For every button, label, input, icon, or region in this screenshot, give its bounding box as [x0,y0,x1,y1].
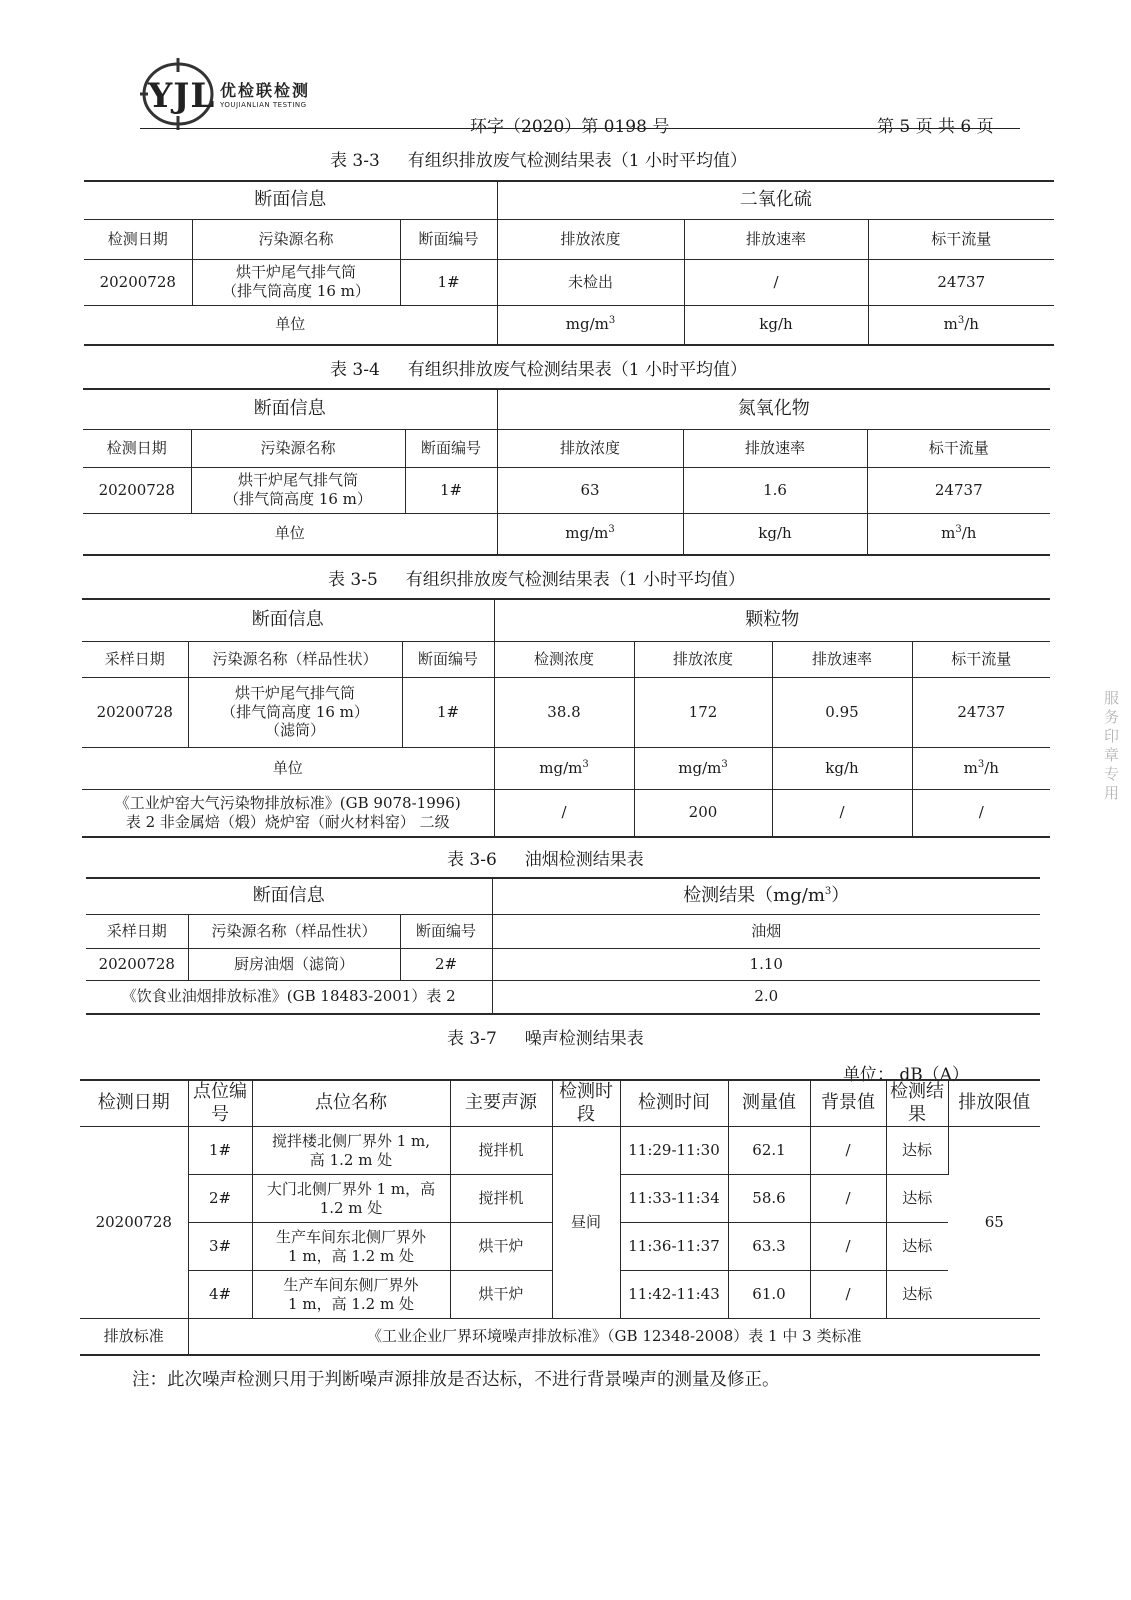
time-cell: 11:42-11:43 [620,1271,728,1319]
table-3-5 [82,598,1050,838]
period-cell: 昼间 [552,1127,620,1319]
point-name-cell: 大门北侧厂界外 1 m，高 1.2 m 处 [252,1175,450,1223]
rate-header: 排放速率 [772,641,912,677]
point-name-cell: 搅拌楼北侧厂界外 1 m, 高 1.2 m 处 [252,1127,450,1175]
source-cell: 烘干炉 [450,1271,552,1319]
point-name-header: 点位名称 [252,1080,450,1127]
result-cell: 达标 [886,1127,948,1175]
rate-cell: 0.95 [772,677,912,747]
footnote: 注：此次噪声检测只用于判断噪声源排放是否达标，不进行背景噪声的测量及修正。 [132,1370,780,1390]
concentration-cell: 未检出 [497,259,684,305]
result-cell: 达标 [886,1223,948,1271]
result-header: 检测结果$(mg/m^3)$ [492,878,1040,914]
seal-stamp: 服务印章专用 [1102,690,1120,804]
source-cell: 烘干炉尾气排气筒 （排气筒高度 16 m） [192,259,400,305]
measured-cell: 61.0 [728,1271,810,1319]
rate-header: 排放速率 [684,219,868,259]
section-no-header: 断面编号 [405,429,497,467]
concentration-header: 排放浓度 [497,219,684,259]
table-3-4-caption: 表 3-4 有组织排放废气检测结果表（1 小时平均值） [330,360,748,380]
date-cell: 20200728 [84,259,192,305]
concentration-header: 排放浓度 [497,429,683,467]
source-header: 污染源名称（样品性状） [188,641,402,677]
date-header: 采样日期 [86,914,188,948]
unit-label: 单位 [83,513,497,555]
standard-text: 《工业企业厂界环境噪声排放标准》（GB 12348-2008）表 1 中 3 类标准 [188,1319,1040,1355]
time-header: 检测时间 [620,1080,728,1127]
section-no-header: 断面编号 [400,219,497,259]
rate-header: 排放速率 [683,429,867,467]
unit-flow: $m^3/h$ [867,513,1050,555]
source-cell: 厨房油烟（滤筒） [188,948,400,980]
point-no-cell: 3# [188,1223,252,1271]
date-cell: 20200728 [80,1127,188,1319]
limit-cell: 65 [948,1127,1040,1319]
source-header: 主要声源 [450,1080,552,1127]
source-header: 污染源名称 [191,429,405,467]
source-cell: 烘干炉 [450,1223,552,1271]
pollutant-header: 二氧化硫 [497,181,1054,219]
logo-mark: YJL [148,76,216,116]
header-divider [140,128,1020,129]
background-cell: / [810,1271,886,1319]
flow-cell: 24737 [868,259,1054,305]
table-3-7-caption: 表 3-7 噪声检测结果表 [447,1029,644,1049]
date-header: 采样日期 [82,641,188,677]
source-header: 污染源名称（样品性状） [188,914,400,948]
table-3-6 [86,877,1040,1015]
logo-english-name: YOUJIANLIAN TESTING [220,101,307,109]
unit-flow: $m^3/h$ [868,305,1054,345]
detected-concentration-header: 检测浓度 [494,641,634,677]
unit-concentration: $mg/m^3$ [497,305,684,345]
section-no-cell: 2# [400,948,492,980]
section-info-header: 断面信息 [84,181,497,219]
concentration-header: 排放浓度 [634,641,772,677]
date-cell: 20200728 [83,467,191,513]
flow-cell: 24737 [867,467,1050,513]
concentration-cell: 63 [497,467,683,513]
pollutant-header: 氮氧化物 [497,389,1050,429]
rate-cell: / [684,259,868,305]
standard-cell: 《饮食业油烟排放标准》(GB 18483-2001）表 2 [86,980,492,1014]
table-3-3 [84,180,1054,346]
unit-rate: kg/h [683,513,867,555]
section-no-header: 断面编号 [400,914,492,948]
table-row [80,1127,1040,1175]
background-header: 背景值 [810,1080,886,1127]
point-name-cell: 生产车间东侧厂界外 1 m，高 1.2 m 处 [252,1271,450,1319]
unit-rate: kg/h [772,747,912,789]
background-cell: / [810,1175,886,1223]
pollutant-header: 颗粒物 [494,599,1050,641]
result-cell: 达标 [886,1175,948,1223]
limit-concentration: 200 [634,789,772,837]
point-no-cell: 1# [188,1127,252,1175]
date-cell: 20200728 [86,948,188,980]
unit-rate: kg/h [684,305,868,345]
value-cell: 1.10 [492,948,1040,980]
logo-chinese-name: 优检联检测 [220,81,311,100]
source-cell: 烘干炉尾气排气筒 （排气筒高度 16 m） （滤筒） [188,677,402,747]
measured-header: 测量值 [728,1080,810,1127]
date-header: 检测日期 [84,219,192,259]
point-no-header: 点位编号 [188,1080,252,1127]
flow-header: 标干流量 [912,641,1050,677]
item-header: 油烟 [492,914,1040,948]
point-name-cell: 生产车间东北侧厂界外 1 m，高 1.2 m 处 [252,1223,450,1271]
section-no-header: 断面编号 [402,641,494,677]
flow-cell: 24737 [912,677,1050,747]
noise-unit: 单位： dB（A） [843,1065,970,1085]
flow-header: 标干流量 [867,429,1050,467]
unit-concentration: $mg/m^3$ [497,513,683,555]
limit-detected: / [494,789,634,837]
time-cell: 11:29-11:30 [620,1127,728,1175]
section-info-header: 断面信息 [82,599,494,641]
time-cell: 11:33-11:34 [620,1175,728,1223]
source-header: 污染源名称 [192,219,400,259]
limit-rate: / [772,789,912,837]
limit-header: 排放限值 [948,1080,1040,1127]
standard-label: 排放标准 [80,1319,188,1355]
result-header: 检测结果 [886,1080,948,1127]
document-number: 环字（2020）第 0198 号 [470,117,670,137]
unit-label: 单位 [82,747,494,789]
standard-cell: 《工业炉窑大气污染物排放标准》(GB 9078-1996) 表 2 非金属焙（煅）烧炉窑（耐火材料窑） 二级 [82,789,494,837]
flow-header: 标干流量 [868,219,1054,259]
section-info-header: 断面信息 [86,878,492,914]
table-3-7 [80,1079,1040,1356]
source-cell: 搅拌机 [450,1175,552,1223]
limit-cell: 2.0 [492,980,1040,1014]
table-3-3-caption: 表 3-3 有组织排放废气检测结果表（1 小时平均值） [330,151,748,171]
unit-label: 单位 [84,305,497,345]
section-info-header: 断面信息 [83,389,497,429]
rate-cell: 1.6 [683,467,867,513]
source-cell: 烘干炉尾气排气筒 （排气筒高度 16 m） [191,467,405,513]
date-header: 检测日期 [80,1080,188,1127]
section-no-cell: 1# [402,677,494,747]
result-cell: 达标 [886,1271,948,1319]
point-no-cell: 2# [188,1175,252,1223]
measured-cell: 63.3 [728,1223,810,1271]
table-3-5-caption: 表 3-5 有组织排放废气检测结果表（1 小时平均值） [328,570,746,590]
page-info: 第 5 页 共 6 页 [877,117,994,137]
period-header: 检测时段 [552,1080,620,1127]
company-logo [140,58,350,130]
point-no-cell: 4# [188,1271,252,1319]
date-cell: 20200728 [82,677,188,747]
unit-detected: $mg/m^3$ [494,747,634,789]
unit-flow: $m^3/h$ [912,747,1050,789]
table-3-4 [83,388,1050,556]
detected-concentration-cell: 38.8 [494,677,634,747]
source-cell: 搅拌机 [450,1127,552,1175]
background-cell: / [810,1127,886,1175]
measured-cell: 58.6 [728,1175,810,1223]
concentration-cell: 172 [634,677,772,747]
time-cell: 11:36-11:37 [620,1223,728,1271]
date-header: 检测日期 [83,429,191,467]
limit-flow: / [912,789,1050,837]
section-no-cell: 1# [405,467,497,513]
table-3-6-caption: 表 3-6 油烟检测结果表 [447,850,644,870]
section-no-cell: 1# [400,259,497,305]
background-cell: / [810,1223,886,1271]
unit-concentration: $mg/m^3$ [634,747,772,789]
measured-cell: 62.1 [728,1127,810,1175]
